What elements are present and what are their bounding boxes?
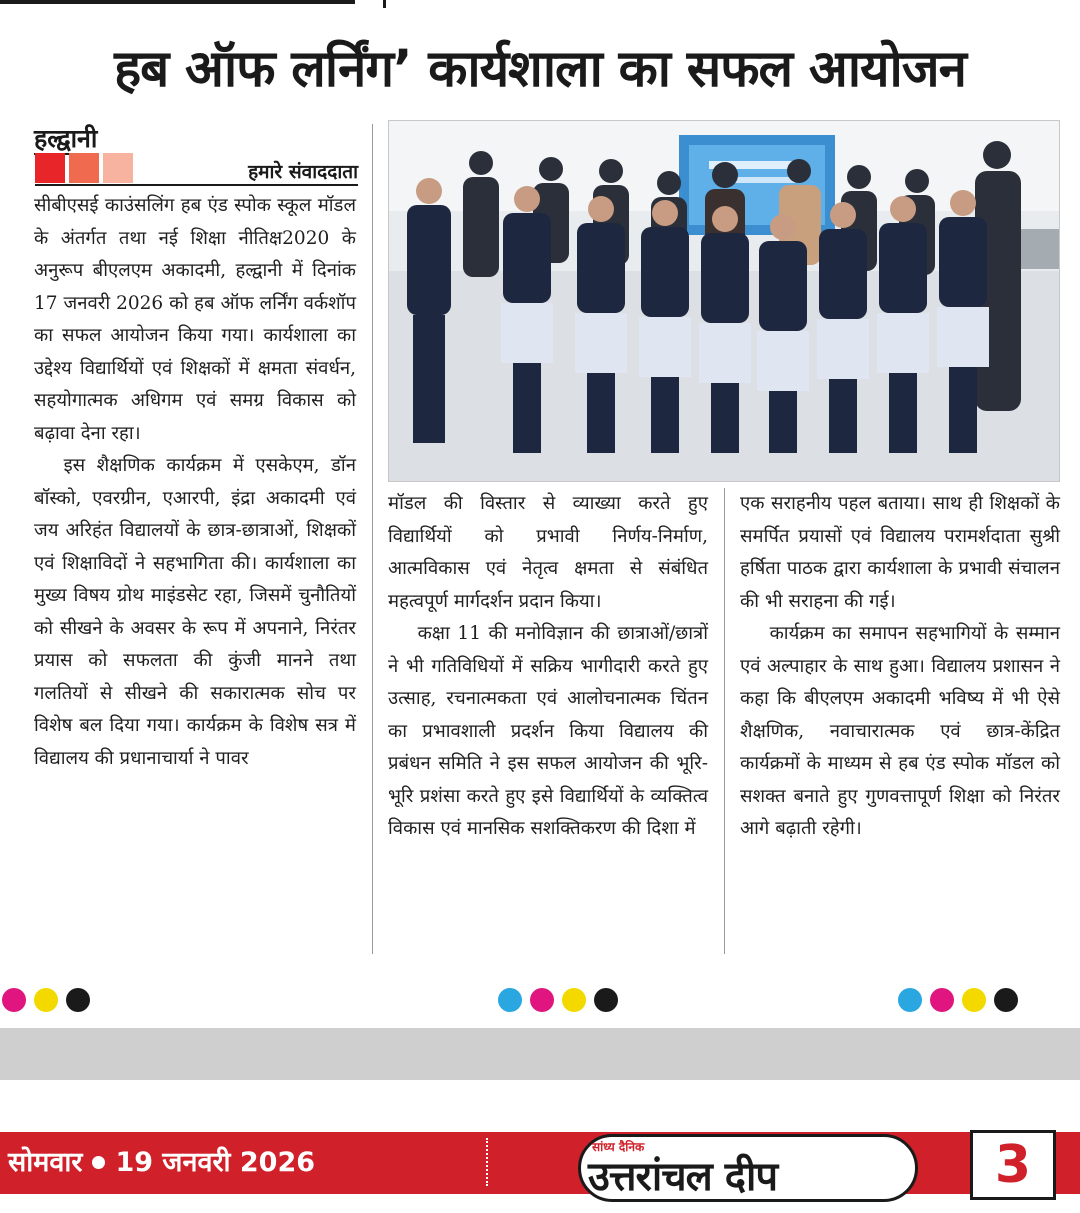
article-paragraph: कार्यक्रम का समापन सहभागियों के सम्मान एवं अल्पाहार के साथ हुआ। विद्यालय प्रशासन ने कहा कि बीएलएम अकादमी भविष्य में भी ऐसे शैक्षणिक, नवाचारात्मक एवं छात्र-केंद्रित कार्यक्रमों के माध्यम से हब एंड स्पोक मॉडल को सशक्त बनाते हुए गुणवत्तापूर्ण शिक्षा को निरंतर आगे बढ़ाती रहेगी।: [740, 623, 1060, 839]
registration-dot-icon: [2, 988, 26, 1012]
masthead-name: उत्तरांचल दीप: [588, 1154, 778, 1200]
registration-dot-icon: [594, 988, 618, 1012]
registration-dot-icon: [34, 988, 58, 1012]
registration-dot-icon: [66, 988, 90, 1012]
footer-day: सोमवार: [8, 1147, 83, 1178]
article-paragraph: इस शैक्षणिक कार्यक्रम में एसकेएम, डॉन बॉस्को, एवरग्रीन, एआरपी, इंद्रा अकादमी एवं जय अरिहंत विद्यालयों के छात्र-छात्राओं, शिक्षकों एवं शिक्षाविदों ने सहभागिता की। कार्यशाला का मुख्य विषय ग्रोथ माइंडसेट रहा, जिसमें चुनौतियों को सीखने के अवसर के रूप में अपनाने, निरंतर प्रयास को सफलता की कुंजी मानने तथा गलतियों से सीखने की सकारात्मक सोच पर विशेष बल दिया गया। कार्यक्रम के विशेष सत्र में विद्यालय की प्रधानाचार्या ने पावर: [34, 455, 356, 769]
registration-dot-icon: [930, 988, 954, 1012]
byline-block-1: [35, 153, 65, 183]
article-paragraph: कक्षा 11 की मनोविज्ञान की छात्राओं/छात्रों ने भी गतिविधियों में सक्रिय भागीदारी करते हुए उत्साह, रचनात्मकता एवं आलोचनात्मक चिंतन का प्रभावशाली प्रदर्शन किया विद्यालय की प्रबंधन समिति ने इस सफल आयोजन की भूरि-भूरि प्रशंसा करते हुए इसे विद्यार्थियों के व्यक्तित्व विकास एवं मानसिक सशक्तिकरण की दिशा में: [388, 623, 708, 839]
dateline: [34, 124, 354, 154]
byline: हमारे संवाददाता: [248, 161, 358, 183]
byline-rule: [35, 184, 358, 186]
registration-dot-icon: [562, 988, 586, 1012]
registration-dot-icon: [994, 988, 1018, 1012]
footer-date-text: 19 जनवरी 2026: [115, 1147, 316, 1178]
bullet-icon: [92, 1156, 105, 1169]
article-column-2: [388, 488, 708, 958]
page-separator-band: [0, 1028, 1080, 1080]
dateline-text: हल्द्वानी: [34, 124, 98, 153]
top-tick: [383, 0, 386, 8]
registration-dot-icon: [898, 988, 922, 1012]
registration-dots-right: [898, 988, 1026, 1014]
article-paragraph: मॉडल की विस्तार से व्याख्या करते हुए विद्यार्थियों को प्रभावी निर्णय-निर्माण, आत्मविकास एवं नेतृत्व क्षमता से संबंधित महत्वपूर्ण मार्गदर्शन प्रदान किया।: [388, 493, 708, 612]
registration-dots-center: [498, 988, 626, 1014]
group-photo: [388, 120, 1060, 482]
registration-dots-left: [2, 988, 98, 1014]
page-footer: [0, 1122, 1080, 1206]
registration-dot-icon: [498, 988, 522, 1012]
registration-dot-icon: [530, 988, 554, 1012]
byline-block-3: [103, 153, 133, 183]
byline-color-blocks: [35, 153, 135, 183]
group-photo-icon: [389, 121, 1060, 482]
registration-dot-icon: [962, 988, 986, 1012]
page-number: 3: [994, 1135, 1032, 1195]
headline: हब ऑफ लर्निंग’ कार्यशाला का सफल आयोजन: [114, 40, 966, 99]
footer-date: [8, 1146, 315, 1180]
column-divider: [724, 488, 725, 954]
top-rule: [0, 0, 355, 4]
masthead-tagline: सांध्य दैनिक: [592, 1140, 645, 1154]
footer-divider: [486, 1138, 488, 1186]
article-column-1: [34, 190, 356, 960]
article-paragraph: एक सराहनीय पहल बताया। साथ ही शिक्षकों के समर्पित प्रयासों एवं विद्यालय परामर्शदाता सुश्री हर्षिता पाठक द्वारा कार्यशाला के प्रभावी संचालन की भी सराहना की गई।: [740, 493, 1060, 612]
article-paragraph: सीबीएसई काउंसलिंग हब एंड स्पोक स्कूल मॉडल के अंतर्गत तथा नई शिक्षा नीतिक्ष2020 के अनुरूप बीएलएम अकादमी, हल्द्वानी में दिनांक 17 जनवरी 2026 को हब ऑफ लर्निंग वर्कशॉप का सफल आयोजन किया गया। कार्यशाला का उद्देश्य विद्यार्थियों एवं शिक्षकों में क्षमता संवर्धन, सहयोगात्मक अधिगम एवं समग्र विकास को बढ़ावा देना रहा।: [34, 195, 356, 444]
article-column-3: [740, 488, 1060, 958]
column-divider: [372, 124, 373, 954]
byline-block-2: [69, 153, 99, 183]
